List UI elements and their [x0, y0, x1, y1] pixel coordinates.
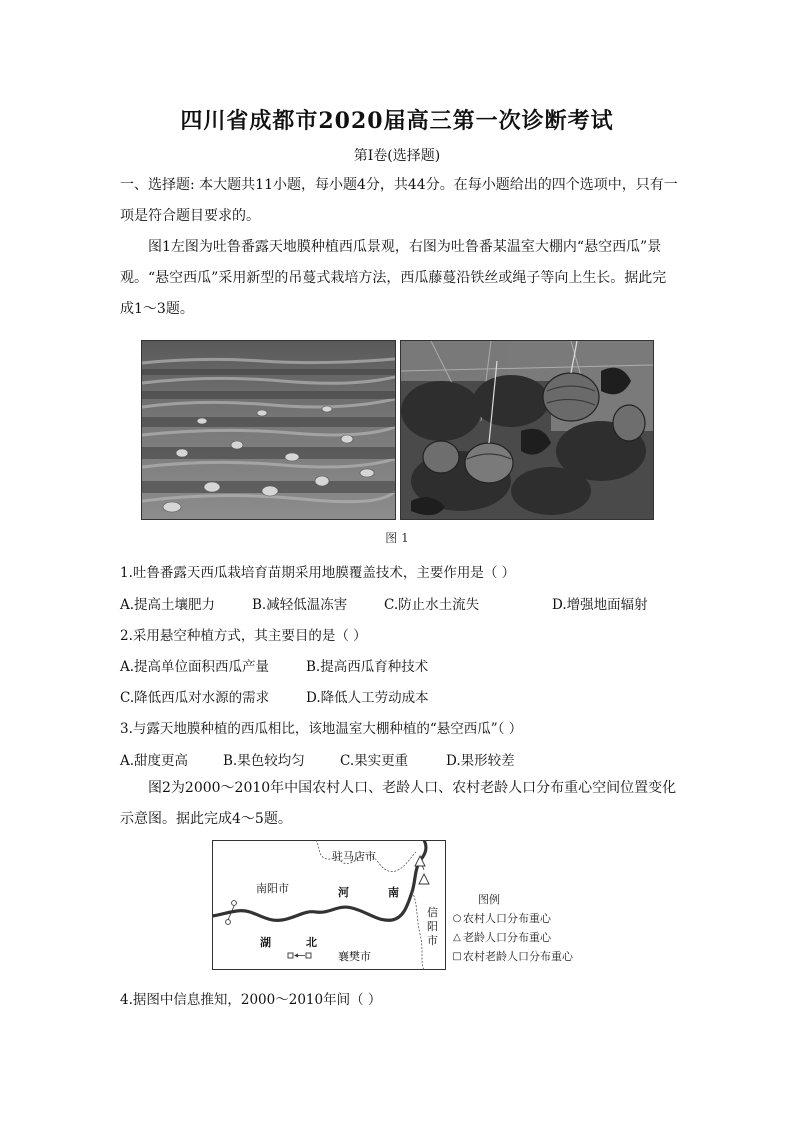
legend-item-rural-population [452, 909, 573, 928]
triangle-icon: △ [453, 932, 461, 943]
q1-option-d[interactable]: D.增强地面辐射 [552, 597, 648, 613]
map-label-nanyang: 南阳市 [256, 882, 289, 895]
q2-option-d[interactable]: D.降低人工劳动成本 [306, 690, 429, 706]
map-label-xiangfan: 襄樊市 [338, 950, 371, 963]
q1-option-b[interactable]: B.减轻低温冻害 [252, 597, 348, 613]
exam-title: 四川省成都市2020届高三第一次诊断考试 [180, 108, 614, 134]
legend-item-rural-elderly-population [452, 947, 573, 966]
q1-option-c[interactable]: C.防止水土流失 [384, 597, 480, 613]
map-label-xinyang: 信阳市 [427, 906, 438, 947]
figure1-caption: 图 1 [385, 531, 409, 545]
q2-option-c[interactable]: C.降低西瓜对水源的需求 [120, 690, 270, 706]
map-label-bei: 北 [306, 936, 317, 949]
question-2-stem: 2.采用悬空种植方式，其主要目的是（ ） [120, 628, 367, 644]
legend-item-elderly-population [452, 928, 573, 947]
question-4-stem: 4.据图中信息推知，2000～2010年间（ ） [120, 992, 382, 1008]
q3-option-c[interactable]: C.果实更重 [340, 753, 409, 769]
q1-option-a[interactable]: A.提高土壤肥力 [120, 597, 216, 613]
intro-figure1: 图1左图为吐鲁番露天地膜种植西瓜景观，右图为吐鲁番某温室大棚内“悬空西瓜”景观。“悬空西瓜”采用新型的吊蔓式栽培方法，西瓜藤蔓沿铁丝或绳子等向上生长。据此完成1～3题。 [120, 239, 667, 317]
intro-figure2: 图2为2000～2010年中国农村人口、老龄人口、农村老龄人口分布重心空间位置变化示意图。据此完成4～5题。 [120, 780, 677, 827]
instructions: 一、选择题: 本大题共11小题，每小题4分，共44分。在每小题给出的四个选项中，只有一项是符合题目要求的。 [120, 177, 678, 224]
legend-title: 图例 [478, 893, 500, 906]
photo-hanging-watermelon [400, 340, 654, 520]
q3-option-d[interactable]: D.果形较差 [446, 753, 515, 769]
circle-icon: ○ [452, 913, 462, 924]
question-3-stem: 3.与露天地膜种植的西瓜相比，该地温室大棚种植的“悬空西瓜”（ ） [120, 721, 523, 737]
section-subtitle: 第I卷(选择题) [353, 148, 441, 164]
question-1-stem: 1.吐鲁番露天西瓜栽培育苗期采用地膜覆盖技术，主要作用是（ ） [120, 565, 516, 581]
map-label-nan: 南 [388, 886, 399, 899]
q2-option-a[interactable]: A.提高单位面积西瓜产量 [120, 659, 270, 675]
square-icon: □ [452, 951, 462, 962]
photo-open-field-watermelon [141, 340, 396, 520]
legend-label: 农村老龄人口分布重心 [463, 950, 573, 963]
q3-option-b[interactable]: B.果色较均匀 [223, 753, 305, 769]
legend-label: 农村人口分布重心 [463, 912, 551, 925]
map-label-hu: 湖 [260, 936, 271, 949]
legend-label: 老龄人口分布重心 [463, 931, 551, 944]
q3-option-a[interactable]: A.甜度更高 [120, 753, 189, 769]
map-label-zhumadian: 驻马店市 [332, 850, 376, 863]
map-legend [452, 890, 573, 966]
figure2-map [212, 840, 446, 970]
map-label-he: 河 [338, 886, 349, 899]
q2-option-b[interactable]: B.提高西瓜育种技术 [306, 659, 429, 675]
